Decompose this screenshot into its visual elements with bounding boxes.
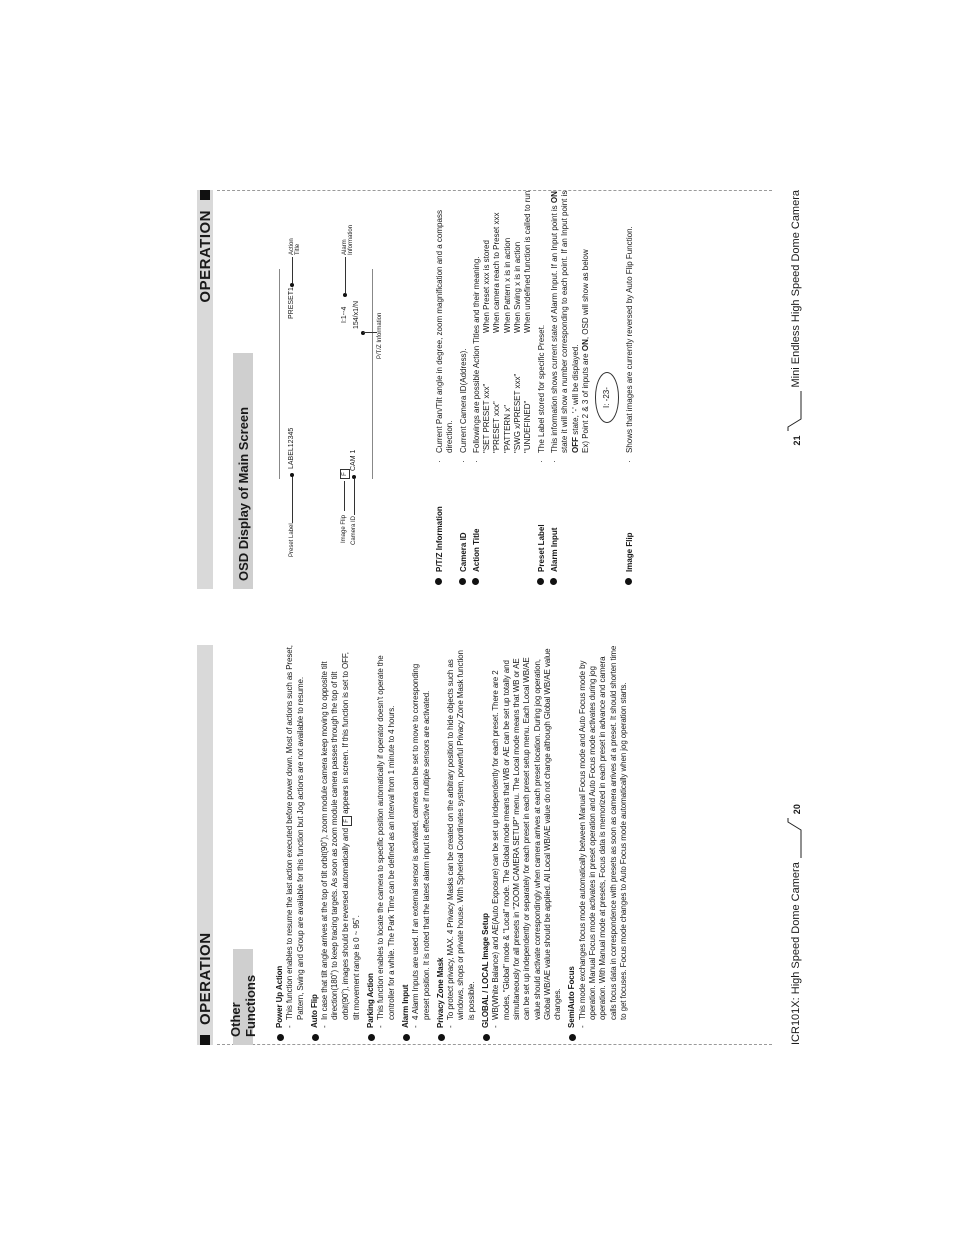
item-text: This mode exchanges focus mode automatically between Manual Focus mode and Auto Focus mode by operation. Manual Focus mode activates in preset operation and Auto Focus mode activates during jog operation. With Manual mode at presets, Focus data is memorized in each preset in advance and camera calls focus data in correspondence with presets as soon as camera arrives at a preset. It should shorten time to get focuses. Focus mode changes to Auto Focus mode automatically when jog operation starts. <box>577 645 628 1020</box>
osd-cam-value: CAM 1 <box>350 449 357 471</box>
item-heading: Privacy Zone Mask <box>435 957 445 1028</box>
page-border-left <box>217 1044 772 1045</box>
bullet-dot-icon <box>403 1034 410 1041</box>
bullet-dot-icon <box>459 578 466 585</box>
image-flip-caption: Image Flip <box>341 514 347 543</box>
table-row: "PRESET xxx" When camera reach to Preset xxx <box>492 212 502 453</box>
list-item-alarm-input: Alarm Input - 4 Alarm Inputs are used. If an external sensor is activated, camera can be set to move to corresponding preset position. It is noted that the latest alarm input is effective if multiple sensors are activated. <box>401 645 432 1041</box>
table-row: "UNDEFINED" When undefined function is called to run <box>523 190 533 453</box>
footer-tab-icon <box>786 818 802 858</box>
table-row: "SWG x/PRESET xxx" When Swing x is in action <box>513 241 523 453</box>
item-heading: SemiAuto Focus <box>567 966 577 1028</box>
item-text: This function enables to resume the last action executed before power down. Most of actions such as Preset, Pattern, Swing and Group are available for this function but Jog actions are not available to resume. <box>285 645 305 1020</box>
item-text: This function enables to locate the camera to specific position automatically if operator doesn't operate the controller for a while. The Park Time can be defined as an interval from 1 minute to 4 hours. <box>376 655 396 1020</box>
ptz-info-caption: P/T/Z Information <box>377 312 383 359</box>
alarm-info-caption: Alarm Information <box>342 224 354 255</box>
osd-alarm-value: I:1--4 <box>341 306 348 323</box>
flip-flag-icon: F <box>342 816 352 826</box>
right-page <box>196 190 802 589</box>
rotated-spread <box>196 190 802 1045</box>
item-text: To protect privacy, MAX. 4 Privacy Masks can be created on the arbitrary position to hide objects such as windows, shops or private house. With Spherical Coordinates system, powerful Privacy Zone Mask function is possible. <box>446 650 476 1020</box>
section-header-right <box>197 190 213 303</box>
footer-title: Mini Endless High Speed Dome Camera <box>790 190 802 388</box>
bullet-dot-icon <box>277 1034 284 1041</box>
bullet-dot-icon <box>569 1034 576 1041</box>
section-title: OPERATION <box>196 932 214 1025</box>
osd-diagram <box>269 224 383 559</box>
bullet-dot-icon <box>368 1034 375 1041</box>
square-marker-icon <box>200 1035 210 1045</box>
action-title-caption: Action Title <box>289 238 301 255</box>
osd-definitions <box>435 190 639 585</box>
item-heading: Power Up Action <box>275 965 284 1028</box>
preset-label-caption: Preset Label <box>289 523 295 557</box>
subsection-title: OSD Display of Main Screen <box>235 406 251 581</box>
list-item-privacy: Privacy Zone Mask - To protect privacy, MAX. 4 Privacy Masks can be created on the arbitrary position to hide objects such as windows, shops or private house. With Spherical Coordinates system, powerful Privacy Zone Mask function is possible. <box>436 645 477 1041</box>
subsection-title-box <box>228 949 258 1045</box>
subsection-title: Other Functions <box>228 974 258 1037</box>
square-marker-icon <box>200 190 210 200</box>
item-heading: Parking Action <box>366 973 376 1028</box>
function-list <box>275 645 633 1041</box>
definition-row: Alarm Input · This information shows current state of Alarm Input. If an Input point is ON state it will show a number corresponding to each point. If an Input point is OFF state, '-' will be displayed. Ex) Point 2 & 3 of inputs are ON, OSD will show as below I: -23- <box>550 190 619 585</box>
definition-row: Image Flip · Shows that images are currently reversed by Auto Flip Function. <box>625 190 635 585</box>
section-title: OPERATION <box>196 210 214 303</box>
bullet-dot-icon <box>550 578 557 585</box>
item-heading: Auto Flip <box>309 994 319 1028</box>
section-header-left <box>197 932 213 1045</box>
footer-tab-icon <box>786 391 802 431</box>
page-number: 21 <box>792 435 802 446</box>
footer-right <box>786 190 802 446</box>
item-text: In case that tilt angle arrives at the top of tilt orbit(90˚), zoom module camera keep moving to opposite tilt direction(180˚) to keep tracing targets. As soon as zoom module camera passes through the top of tilt orbit(90˚), images should be reversed automatically and F appears in screen. If this function is set to OFF, tilt movement range is 0 ~ 95˚. <box>320 652 361 1020</box>
bullet-dot-icon <box>312 1034 319 1041</box>
definition-row: Action Title · Followings are possible Action Titles and their meaning. "SET PRESET xxx" When Preset xxx is stored "PRESET xxx" When camera reach to Preset xxx "PATTERN x" When Pattern x is in action "SWG x/PRESET xxx" When Swing x is in action "UNDEFINED" When undefined function is called to run <box>472 190 534 585</box>
bullet-dot-icon <box>438 1034 445 1041</box>
osd-preset-value: PRESET1 <box>288 287 295 319</box>
item-text: WB(White Balance) and AE(Auto Exposure) can be set up independently for each preset. There are 2 modes, "Global" mode & "Local" mode. The Global mode means that WB or AE can be set up totally and simultaneously for all presets in "ZOOM CAMERA SETUP" menu. The Local mode means that WB or AE can be set up independently or separately for each preset in each preset setup menu. Each Local WB/AE value should activate correspondingly when camera arrives at each preset location. During jog operation, Global WB/AE value should be applied. All Local WB/AE value do not change although Global WB/AE value changes. <box>491 648 563 1020</box>
list-item-power-up: Power Up Action - This function enables to resume the last action executed before power down. Most of actions such as Preset, Pattern, Swing and Group are available for this function but Jog actions are not available to resume. <box>275 645 306 1041</box>
list-item-semiauto-focus: SemiAuto Focus - This mode exchanges focus mode automatically between Manual Focus mode and Auto Focus mode by operation. Manual Focus mode activates in preset operation and Auto Focus mode activates during jog operation. With Manual mode at presets, Focus data is memorized in each preset in advance and camera calls focus data in correspondence with presets as soon as camera arrives at a preset. It should shorten time to get focuses. Focus mode changes to Auto Focus mode automatically when jog operation starts. <box>567 645 629 1041</box>
bullet-dot-icon <box>472 578 479 585</box>
table-row: "PATTERN x" When Pattern x is in action <box>502 237 512 453</box>
footer-left <box>786 804 802 1045</box>
camera-id-caption: Camera ID <box>351 515 357 545</box>
osd-ptz-value: 154/x1/N <box>353 300 360 329</box>
item-heading: Alarm Input <box>400 984 410 1028</box>
item-heading: GLOBAL / LOCAL Image Setup <box>481 913 491 1028</box>
list-item-parking: Parking Action - This function enables to locate the camera to specific position automatically if operator doesn't operate the controller for a while. The Park Time can be defined as an interval from 1 minute to 4 hours. <box>366 645 397 1041</box>
definition-row: P/T/Z Information · Current Pan/Tilt angle in degree, zoom magnification and a compass direction. <box>435 190 456 585</box>
left-page <box>196 645 802 1045</box>
list-item-auto-flip: Auto Flip - In case that tilt angle arrives at the top of tilt orbit(90˚), zoom module camera keep moving to opposite tilt direction(180˚) to keep tracing targets. As soon as zoom module camera passes through the top of tilt orbit(90˚), images should be reversed automatically and F appears in screen. If this function is set to OFF, tilt movement range is 0 ~ 95˚. <box>310 645 362 1041</box>
footer-title: ICR101X: High Speed Dome Camera <box>790 862 802 1045</box>
definition-row: Camera ID · Current Camera ID(Address). <box>459 190 469 585</box>
action-title-table <box>482 191 533 453</box>
osd-label-value: LABEL12345 <box>288 427 295 469</box>
subsection-title-box <box>233 353 253 589</box>
osd-flip-flag: F <box>340 469 350 479</box>
bullet-dot-icon <box>537 578 544 585</box>
alarm-example-ellipse: I: -23- <box>595 372 619 423</box>
bullet-dot-icon <box>483 1034 490 1041</box>
item-text: 4 Alarm Inputs are used. If an external sensor is activated, camera can be set to move to corresponding preset position. It is noted that the latest alarm input is effective if multiple sensors are activated. <box>411 663 431 1020</box>
bullet-dot-icon <box>435 578 442 585</box>
table-row: "SET PRESET xxx" When Preset xxx is stored <box>482 240 492 453</box>
list-item-global-local: GLOBAL / LOCAL Image Setup - WB(White Balance) and AE(Auto Exposure) can be set up independently for each preset. There are 2 modes, "Global" mode & "Local" mode. The Global mode means that WB or AE can be set up totally and simultaneously for all presets in "ZOOM CAMERA SETUP" menu. The Local mode means that WB or AE can be set up independently or separately for each preset in each preset setup menu. Each Local WB/AE value should activate correspondingly when camera arrives at each preset location. During jog operation, Global WB/AE value should be applied. All Local WB/AE value do not change although Global WB/AE value changes. <box>481 645 563 1041</box>
definition-row: Preset Label · The Label stored for specific Preset. <box>537 190 547 585</box>
page-number: 20 <box>792 804 802 815</box>
bullet-dot-icon <box>625 578 632 585</box>
